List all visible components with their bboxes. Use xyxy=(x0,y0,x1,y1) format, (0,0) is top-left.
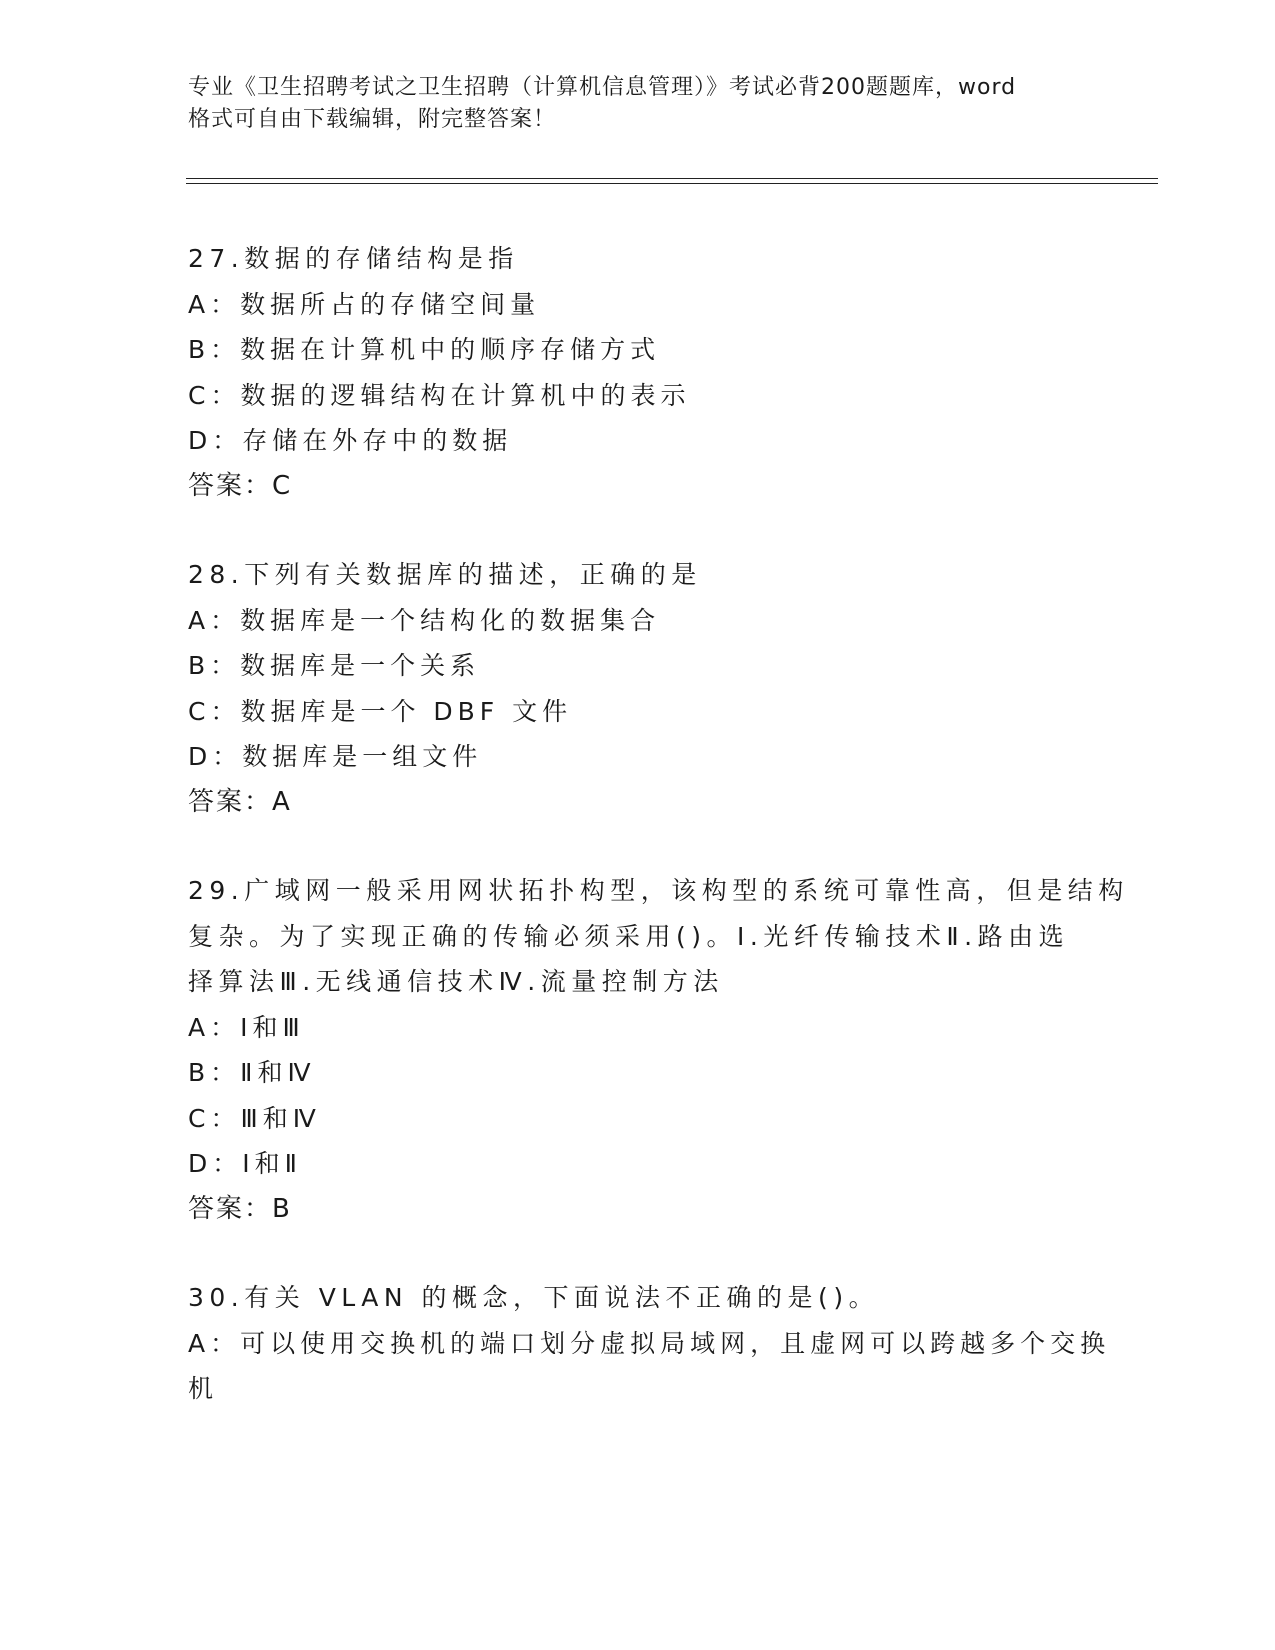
option-a: A：Ⅰ和Ⅲ xyxy=(188,1012,305,1042)
option-b: B：数据库是一个关系 xyxy=(188,651,481,680)
option-d: D：Ⅰ和Ⅱ xyxy=(188,1149,302,1178)
question-27 xyxy=(188,236,1088,509)
option-d: D：存储在外存中的数据 xyxy=(188,426,513,455)
option-b: B：数据在计算机中的顺序存储方式 xyxy=(188,335,661,364)
question-text: 择算法Ⅲ.无线通信技术Ⅳ.流量控制方法 xyxy=(188,967,724,996)
option-a-continued: 机 xyxy=(188,1374,219,1403)
question-30 xyxy=(188,1275,1111,1412)
question-text: 27.数据的存储结构是指 xyxy=(188,244,519,273)
option-c: C：Ⅲ和Ⅳ xyxy=(188,1103,321,1133)
header-rule-top xyxy=(186,178,1158,179)
header-line: 专业《卫生招聘考试之卫生招聘（计算机信息管理）》考试必背200题题库，word xyxy=(188,75,1017,100)
option-a: A：可以使用交换机的端口划分虚拟局域网，且虚网可以跨越多个交换 xyxy=(188,1328,1111,1358)
question-text: 复杂。为了实现正确的传输必须采用()。Ⅰ.光纤传输技术Ⅱ.路由选 xyxy=(188,921,1070,951)
answer: 答案：A xyxy=(188,786,292,817)
question-text: 29.广域网一般采用网状拓扑构型，该构型的系统可靠性高，但是结构 xyxy=(188,876,1129,905)
option-a: A：数据所占的存储空间量 xyxy=(188,289,541,319)
answer: 答案：C xyxy=(188,470,293,501)
header-line: 格式可自由下载编辑，附完整答案！ xyxy=(188,107,557,132)
question-text: 28.下列有关数据库的描述，正确的是 xyxy=(188,560,702,589)
option-c: C：数据库是一个 DBF 文件 xyxy=(188,696,573,726)
option-a: A：数据库是一个结构化的数据集合 xyxy=(188,605,661,635)
option-b: B：Ⅱ和Ⅳ xyxy=(188,1058,316,1087)
option-d: D：数据库是一组文件 xyxy=(188,742,483,771)
option-c: C：数据的逻辑结构在计算机中的表示 xyxy=(188,380,691,410)
question-text: 30.有关 VLAN 的概念，下面说法不正确的是()。 xyxy=(188,1283,880,1312)
document-header xyxy=(188,72,1088,136)
answer: 答案：B xyxy=(188,1193,292,1224)
question-28 xyxy=(188,552,1088,825)
question-29 xyxy=(188,868,1129,1232)
question-list xyxy=(188,236,1129,1455)
header-rule-bottom xyxy=(186,183,1158,184)
